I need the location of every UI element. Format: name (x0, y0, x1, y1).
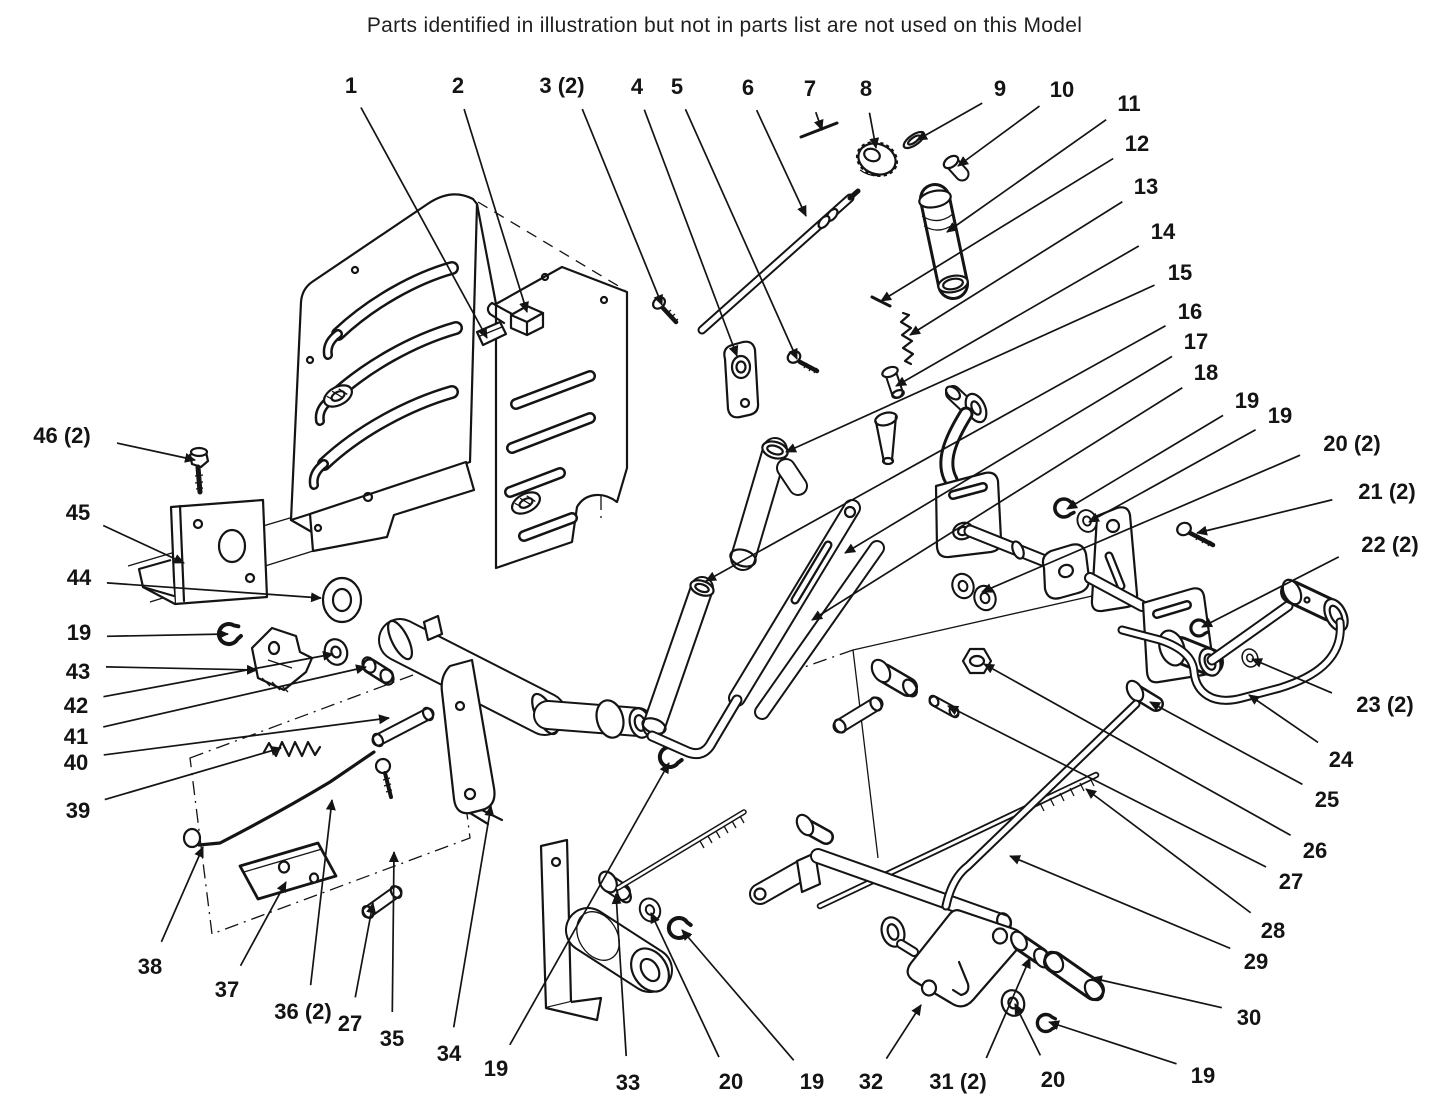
lift-tube-lower (640, 577, 715, 736)
callout-label: 9 (993, 76, 1007, 101)
support-bracket (139, 500, 267, 604)
bushing-small (793, 812, 826, 838)
leader-line (106, 667, 257, 670)
callout-label: 39 (65, 798, 91, 823)
e-ring (1055, 499, 1074, 517)
flat-washer (949, 571, 977, 601)
callout-label: 37 (214, 977, 240, 1002)
flat-washer (321, 636, 351, 668)
leader-line (582, 109, 662, 305)
adjustment-knob (854, 138, 900, 179)
leader-line (1092, 978, 1222, 1008)
callout-label: 36 (2) (274, 999, 332, 1024)
leader-line (1150, 702, 1302, 784)
threaded-link-rod (618, 812, 744, 888)
flange-bolt (190, 448, 208, 492)
callout-label: 8 (859, 76, 873, 101)
grommet (323, 578, 361, 622)
leader-line (1249, 695, 1318, 742)
callout-label: 46 (2) (33, 423, 91, 448)
tower-screw (651, 295, 678, 322)
trunnion-link (724, 342, 758, 418)
leader-line (1049, 1022, 1177, 1064)
callout-label: 1 (344, 73, 358, 98)
callout-label: 20 (718, 1069, 744, 1094)
callout-label: 27 (1278, 869, 1304, 894)
callout-label: 16 (1177, 299, 1203, 324)
leader-line (1089, 430, 1256, 522)
callout-label: 19 (66, 620, 92, 645)
leader-line (1010, 856, 1230, 948)
roll-pin (872, 297, 890, 306)
flat-washer (636, 895, 664, 924)
flat-washer (998, 987, 1028, 1019)
callout-label: 31 (2) (929, 1069, 987, 1094)
leader-line (104, 718, 389, 755)
callout-label: 19 (799, 1069, 825, 1094)
callout-label: 19 (483, 1056, 509, 1081)
leader-line (816, 112, 822, 130)
callout-label: 42 (63, 693, 89, 718)
leader-line (947, 120, 1106, 232)
callout-label: 7 (803, 76, 817, 101)
leader-line (1015, 1004, 1040, 1055)
leader-line (685, 109, 797, 359)
leader-line (103, 667, 366, 727)
threaded-rod (820, 775, 1096, 906)
callout-label: 45 (65, 500, 91, 525)
callout-label: 34 (436, 1041, 462, 1066)
link-pin (928, 694, 960, 719)
leader-line (454, 806, 491, 1027)
ferrule-cup (874, 410, 898, 464)
callout-label: 43 (65, 659, 91, 684)
tension-spring (264, 742, 320, 756)
callout-label: 26 (1302, 838, 1328, 863)
leader-line (886, 1005, 921, 1059)
callout-label: 4 (630, 74, 644, 99)
callout-label: 32 (858, 1069, 884, 1094)
callout-label: 24 (1328, 747, 1354, 772)
callout-label: 20 (2) (1323, 431, 1381, 456)
spring-pin (371, 706, 435, 748)
shoulder-bolt (1175, 521, 1213, 546)
leader-line (105, 748, 281, 800)
pivot-hub-assembly (541, 840, 692, 1020)
flanged-pin (878, 914, 914, 952)
callout-label: 6 (741, 75, 755, 100)
link-bolt (786, 349, 817, 373)
callout-label: 21 (2) (1358, 479, 1416, 504)
leader-line (392, 852, 394, 1012)
callout-label: 44 (66, 565, 92, 590)
callout-label: 38 (137, 954, 163, 979)
callout-label: 11 (1117, 91, 1141, 116)
leader-line (982, 455, 1300, 592)
callout-label: 40 (63, 750, 89, 775)
callout-label: 29 (1243, 949, 1269, 974)
callout-label: 25 (1314, 787, 1340, 812)
callout-label: 10 (1049, 77, 1075, 102)
callout-label: 13 (1133, 174, 1159, 199)
callout-label: 5 (670, 74, 684, 99)
callout-label: 27 (337, 1011, 363, 1036)
leader-line (786, 285, 1155, 452)
knob-washer (901, 129, 926, 151)
callout-label: 20 (1040, 1067, 1066, 1092)
clevis-pin (361, 884, 404, 920)
callout-label: 14 (1150, 219, 1176, 244)
callout-label: 35 (379, 1026, 405, 1051)
callout-label: 19 (1234, 388, 1260, 413)
diagram-note: Parts identified in illustration but not in parts list are not used on this Model (366, 14, 1083, 37)
spacer-tube-small (832, 695, 884, 734)
flat-washer (1240, 647, 1261, 669)
leader-line (917, 103, 982, 140)
callout-label: 19 (1190, 1063, 1216, 1088)
leader-line (644, 110, 737, 356)
hub-bushing (596, 868, 634, 904)
leader-line (117, 443, 195, 460)
callout-label: 23 (2) (1356, 692, 1414, 717)
callout-label: 18 (1193, 360, 1219, 385)
callout-label: 3 (2) (539, 73, 585, 98)
leader-line (1086, 789, 1251, 913)
callout-label: 17 (1183, 329, 1209, 354)
carriage-bolt (376, 759, 392, 797)
leader-line (682, 930, 794, 1060)
callout-label: 41 (63, 724, 89, 749)
guide-rod (184, 752, 374, 847)
leader-line (311, 800, 332, 985)
compression-spring (901, 313, 913, 364)
leader-line (958, 106, 1039, 166)
cotter-pin (801, 123, 837, 137)
callout-label: 2 (451, 73, 465, 98)
callout-label: 15 (1167, 260, 1193, 285)
callout-label: 19 (1267, 403, 1293, 428)
leader-line (107, 634, 228, 636)
hex-nut (963, 649, 991, 673)
console-tower (291, 194, 678, 568)
handle-grip (918, 188, 970, 295)
spacer-bushing (868, 657, 920, 699)
callout-label: 30 (1236, 1005, 1262, 1030)
callout-label: 22 (2) (1361, 532, 1419, 557)
leader-line (1067, 415, 1223, 509)
leader-line (1197, 500, 1332, 533)
callout-label: 28 (1260, 918, 1286, 943)
control-rod (702, 191, 858, 330)
leader-line (757, 110, 806, 216)
callout-label: 12 (1124, 131, 1150, 156)
handle-cap (942, 153, 962, 174)
callout-label: 33 (615, 1070, 641, 1095)
leader-line (161, 847, 203, 942)
spacer-tube (1041, 948, 1107, 1003)
